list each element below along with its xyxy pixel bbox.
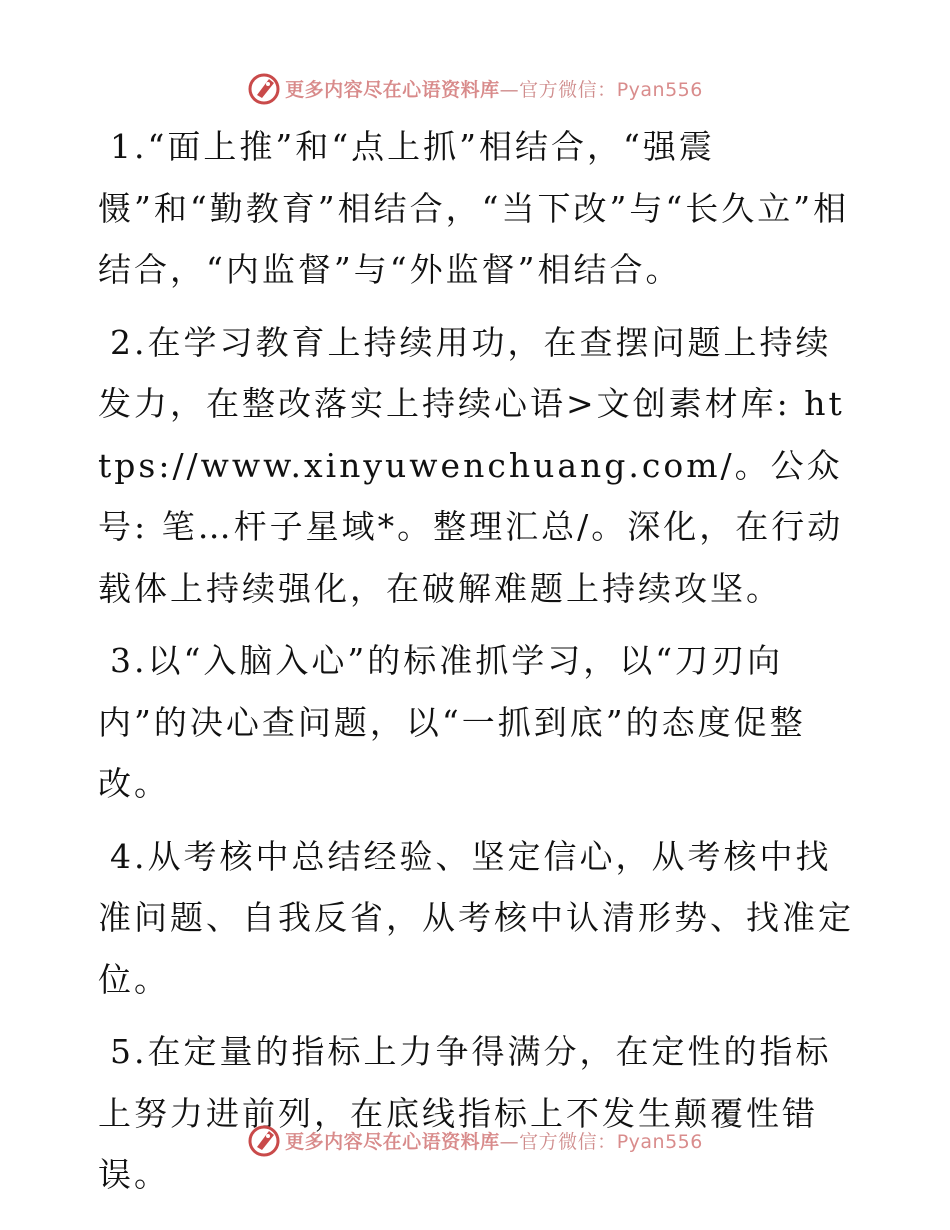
paragraph-number: 5.	[110, 1032, 148, 1071]
pen-nib-logo-icon	[247, 1123, 281, 1157]
watermark-dash: —	[499, 78, 520, 101]
paragraph-text: 在定量的指标上力争得满分，在定性的指标上努力进前列，在底线指标上不发生颠覆性错误。	[98, 1032, 832, 1194]
paragraph-2	[98, 312, 858, 620]
watermark-wechat-label: 官方微信：	[519, 1130, 617, 1153]
pen-nib-logo-icon	[247, 71, 281, 105]
paragraph-3	[98, 630, 858, 815]
header-watermark-banner	[0, 66, 950, 110]
paragraph-text: 以“入脑入心”的标准抓学习，以“刀刃向内”的决心查问题，以“一抓到底”的态度促整改。	[98, 641, 806, 803]
paragraph-text: 从考核中总结经验、坚定信心，从考核中找准问题、自我反省，从考核中认清形势、找准定位。	[98, 836, 854, 999]
paragraph-text: 在学习教育上持续用功，在查摆问题上持续发力，在整改落实上持续心语>文创素材库: https://www.xinyuwenchuang.com/。公众号: 笔…杆子星域*。整理汇总/。深化，在行动载体上持续强化，在破解难题上持续攻坚。	[98, 322, 845, 608]
paragraph-number: 2.	[110, 322, 148, 362]
paragraph-number: 4.	[110, 836, 148, 876]
watermark-text	[285, 1127, 703, 1154]
watermark-site-text: 更多内容尽在心语资料库	[285, 78, 500, 101]
paragraph-5	[98, 1021, 858, 1206]
paragraph-1	[98, 116, 858, 301]
watermark-wechat-id: Pyan556	[616, 78, 703, 101]
footer-watermark-banner	[0, 1118, 950, 1162]
watermark-dash: —	[499, 1130, 520, 1153]
document-body	[98, 116, 858, 1217]
paragraph-4	[98, 826, 858, 1011]
watermark-wechat-id: Pyan556	[616, 1130, 703, 1153]
watermark-site-text: 更多内容尽在心语资料库	[285, 1130, 500, 1153]
watermark-text	[285, 75, 703, 102]
watermark-wechat-label: 官方微信：	[519, 78, 617, 101]
paragraph-number: 3.	[110, 641, 148, 680]
paragraph-number: 1.	[110, 127, 148, 166]
paragraph-text: “面上推”和“点上抓”相结合，“强震慑”和“勤教育”相结合，“当下改”与“长久立”相结合，“内监督”与“外监督”相结合。	[98, 127, 850, 289]
